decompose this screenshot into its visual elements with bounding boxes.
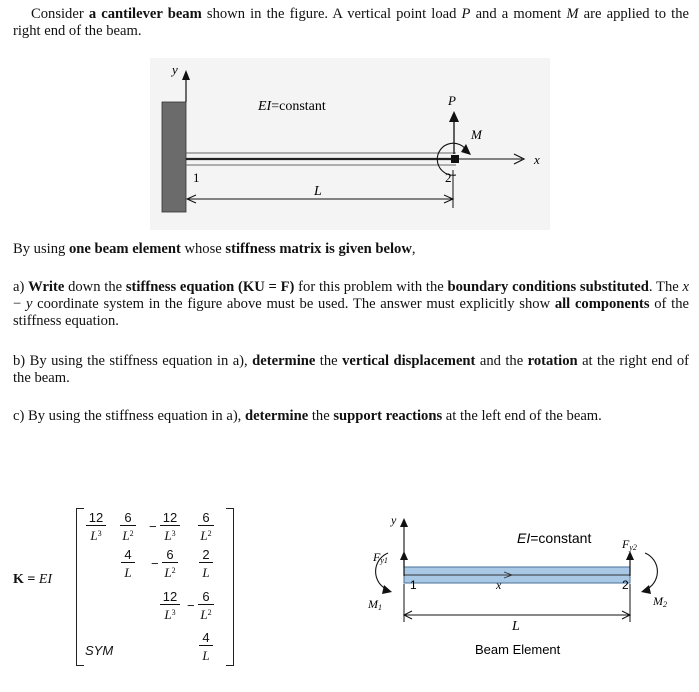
cantilever-figure [150,58,550,230]
k33-entry: 12 $L^3$ [160,590,180,621]
y-axis-arrow-icon [400,518,408,527]
part-b-paragraph: b) By using the stiffness equation in a), determine the vertical displacement and the rotation at the right end of the beam. [13,353,689,386]
k22-entry: 4 L [121,548,135,579]
m1-label: M1 [368,597,382,612]
moment-m-label: M [471,127,482,142]
figure-background [150,58,550,230]
k13-sign: − [149,519,157,534]
beam-element-figure [340,508,699,660]
fy1-arrow-icon [400,551,408,560]
x-axis-label: x [496,578,502,592]
k12-entry: 6 $L^2$ [120,511,136,542]
k23-sign: − [151,556,159,571]
intro-paragraph: Consider a cantilever beam shown in the figure. A vertical point load P and a moment M are applied to the right end of the beam. [13,6,689,39]
length-l-label: L [512,619,520,634]
m1-arrow-icon [382,585,392,594]
node-2-marker [451,155,459,163]
k13-entry: 12 $L^3$ [160,511,180,542]
fy2-arrow-icon [626,551,634,560]
k44-entry: 4 L [199,631,213,662]
k11-entry: 12 $L^3$ [86,511,106,542]
matrix-label: K = EI [13,572,53,587]
ei-constant-label: EI=constant [517,530,592,546]
k34-entry: 6 $L^2$ [198,590,214,621]
node-2-label: 2 [622,578,629,592]
m2-label: M2 [653,594,667,609]
beam-element-caption: Beam Element [475,642,561,657]
fy2-label: Fy2 [622,537,637,552]
y-axis-label: y [391,513,397,527]
ei-constant-label: EI=constant [258,99,326,114]
k23-entry: 6 $L^2$ [162,548,178,579]
k14-entry: 6 $L^2$ [198,511,214,542]
fixed-wall [162,102,186,212]
part-a-paragraph: a) Write down the stiffness equation (KU = F) for this problem with the boundary conditions substituted. The x − y coordinate system in the figure above must be used. The answer must explicitly show all components of the stiffness equation. [13,279,689,329]
length-l-label: L [314,184,322,199]
node-1-label: 1 [193,170,200,185]
node-2-label: 2 [445,170,452,185]
x-axis-label: x [534,152,540,167]
k24-entry: 2 L [199,548,213,579]
instruction-paragraph: By using one beam element whose stiffness matrix is given below, [13,241,416,257]
matrix-bracket-left [76,508,84,666]
matrix-bracket-right [226,508,234,666]
node-1-label: 1 [410,578,417,592]
m2-arrow-icon [641,585,651,594]
k34-sign: − [187,598,195,613]
part-c-paragraph: c) By using the stiffness equation in a), determine the support reactions at the left end of the beam. [13,408,602,424]
y-axis-label: y [172,62,178,77]
m2-arc [645,553,657,590]
fy1-label: Fy1 [373,550,388,565]
load-p-label: P [448,93,456,108]
symmetric-label: SYM [85,643,114,658]
